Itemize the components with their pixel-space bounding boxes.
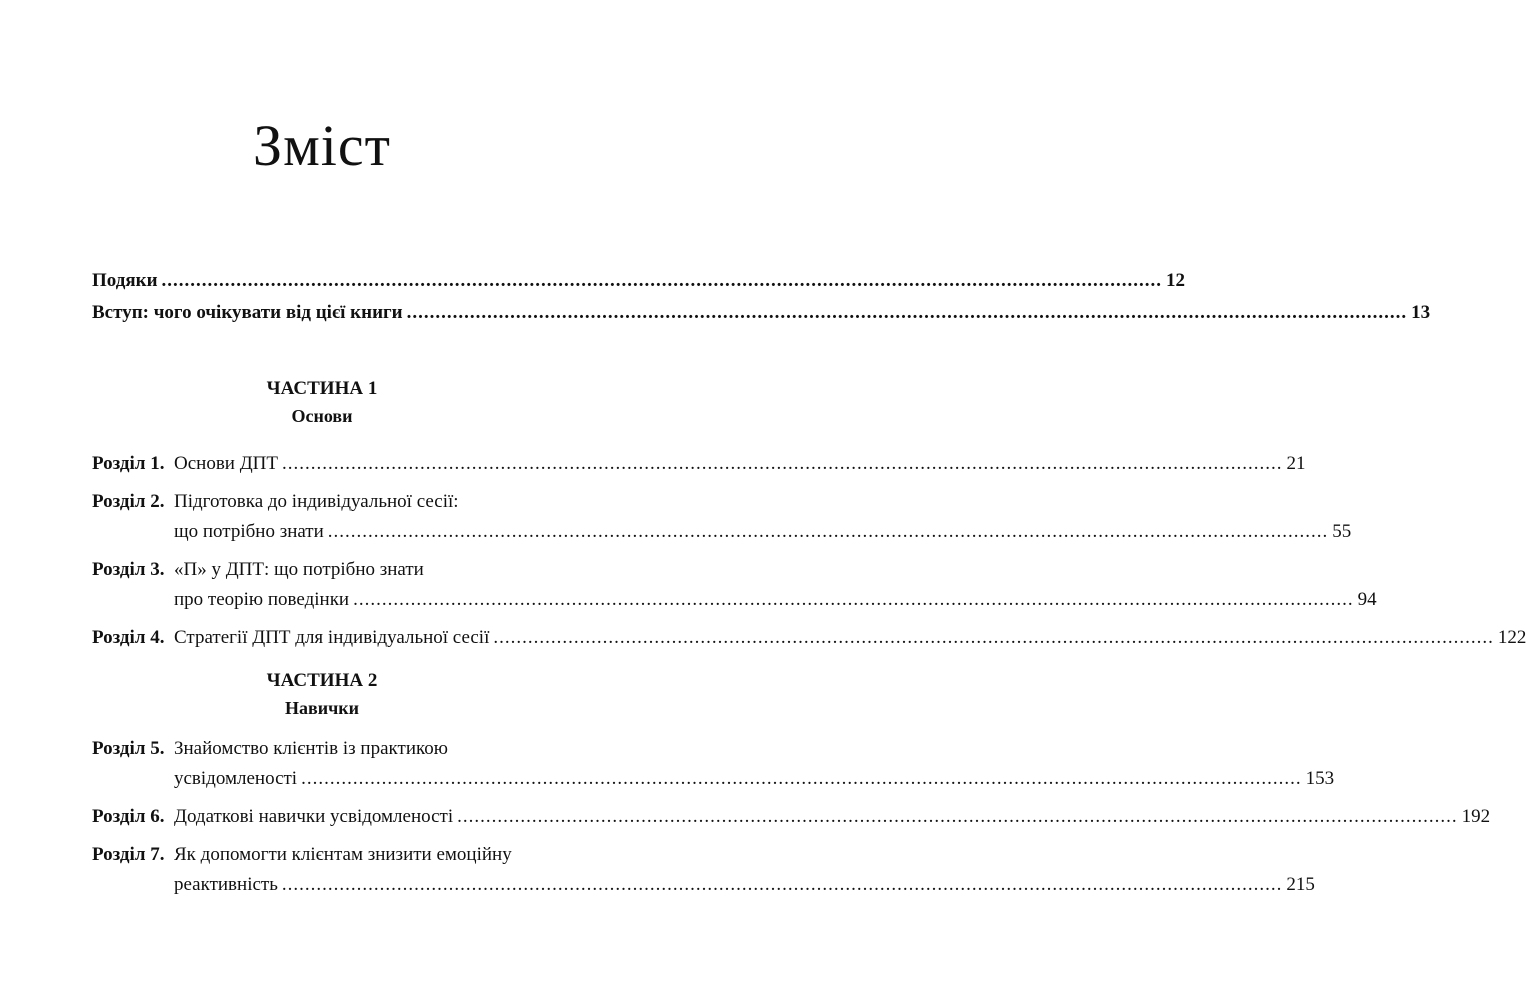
chapter-number: Розділ 1. bbox=[92, 453, 165, 474]
toc-chapter-7[interactable] bbox=[92, 844, 1315, 904]
chapter-title-line: Як допомогти клієнтам знизити емоційну bbox=[174, 844, 512, 865]
part-heading-2 bbox=[0, 670, 644, 719]
entry-page: 13 bbox=[1411, 302, 1431, 323]
chapter-number: Розділ 7. bbox=[92, 844, 165, 865]
page-title: Зміст bbox=[253, 113, 391, 178]
leader-dots bbox=[301, 768, 1302, 790]
chapter-page: 153 bbox=[1305, 768, 1335, 789]
leader-dots bbox=[282, 874, 1283, 896]
chapter-number: Розділ 2. bbox=[92, 491, 165, 512]
entry-title: Подяки bbox=[92, 270, 158, 291]
chapter-title-line: Підготовка до індивідуальної сесії: bbox=[174, 491, 459, 512]
leader-dots bbox=[407, 302, 1408, 324]
leader-dots bbox=[328, 521, 1329, 543]
chapter-page: 122 bbox=[1497, 627, 1526, 648]
chapter-title-line: Знайомство клієнтів із практикою bbox=[174, 738, 448, 759]
chapter-title: реактивність bbox=[174, 874, 278, 895]
chapter-title: про теорію поведінки bbox=[174, 589, 350, 610]
part-2-chapters bbox=[92, 738, 1491, 912]
leader-dots bbox=[353, 589, 1354, 611]
chapter-page: 55 bbox=[1332, 521, 1352, 542]
part-label: ЧАСТИНА 1 bbox=[266, 378, 378, 399]
chapter-page: 21 bbox=[1286, 453, 1306, 474]
chapter-number: Розділ 5. bbox=[92, 738, 165, 759]
toc-chapter-1[interactable] bbox=[92, 453, 1306, 483]
chapter-title: Додаткові навички усвідомленості bbox=[174, 806, 454, 827]
chapter-title: Основи ДПТ bbox=[174, 453, 278, 474]
entry-page: 12 bbox=[1166, 270, 1186, 291]
chapter-page: 94 bbox=[1357, 589, 1377, 610]
toc-entry-acknowledgements[interactable] bbox=[92, 270, 1186, 302]
chapter-title: що потрібно знати bbox=[174, 521, 324, 542]
chapter-title-line: «П» у ДПТ: що потрібно знати bbox=[174, 559, 424, 580]
part-name: Навички bbox=[285, 698, 359, 718]
leader-dots bbox=[493, 627, 1494, 649]
toc-chapter-5[interactable] bbox=[92, 738, 1335, 798]
toc-chapter-3[interactable] bbox=[92, 559, 1377, 619]
leader-dots bbox=[162, 270, 1163, 292]
entry-title: Вступ: чого очікувати від цієї книги bbox=[92, 302, 403, 323]
leader-dots bbox=[282, 453, 1283, 475]
chapter-title: Стратегії ДПТ для індивідуальної сесії bbox=[174, 627, 490, 648]
part-heading-1 bbox=[0, 378, 644, 427]
chapter-title: усвідомленості bbox=[174, 768, 298, 789]
toc-chapter-4[interactable] bbox=[92, 627, 1526, 657]
toc-entry-introduction[interactable] bbox=[92, 302, 1431, 334]
chapter-number: Розділ 4. bbox=[92, 627, 165, 648]
part-1-chapters bbox=[92, 453, 1526, 665]
toc-chapter-6[interactable] bbox=[92, 806, 1491, 836]
leader-dots bbox=[457, 806, 1458, 828]
toc-chapter-2[interactable] bbox=[92, 491, 1352, 551]
chapter-number: Розділ 3. bbox=[92, 559, 165, 580]
chapter-page: 192 bbox=[1461, 806, 1491, 827]
front-matter bbox=[92, 270, 1431, 334]
chapter-number: Розділ 6. bbox=[92, 806, 165, 827]
part-name: Основи bbox=[291, 406, 353, 426]
part-label: ЧАСТИНА 2 bbox=[266, 670, 378, 691]
chapter-page: 215 bbox=[1286, 874, 1315, 895]
